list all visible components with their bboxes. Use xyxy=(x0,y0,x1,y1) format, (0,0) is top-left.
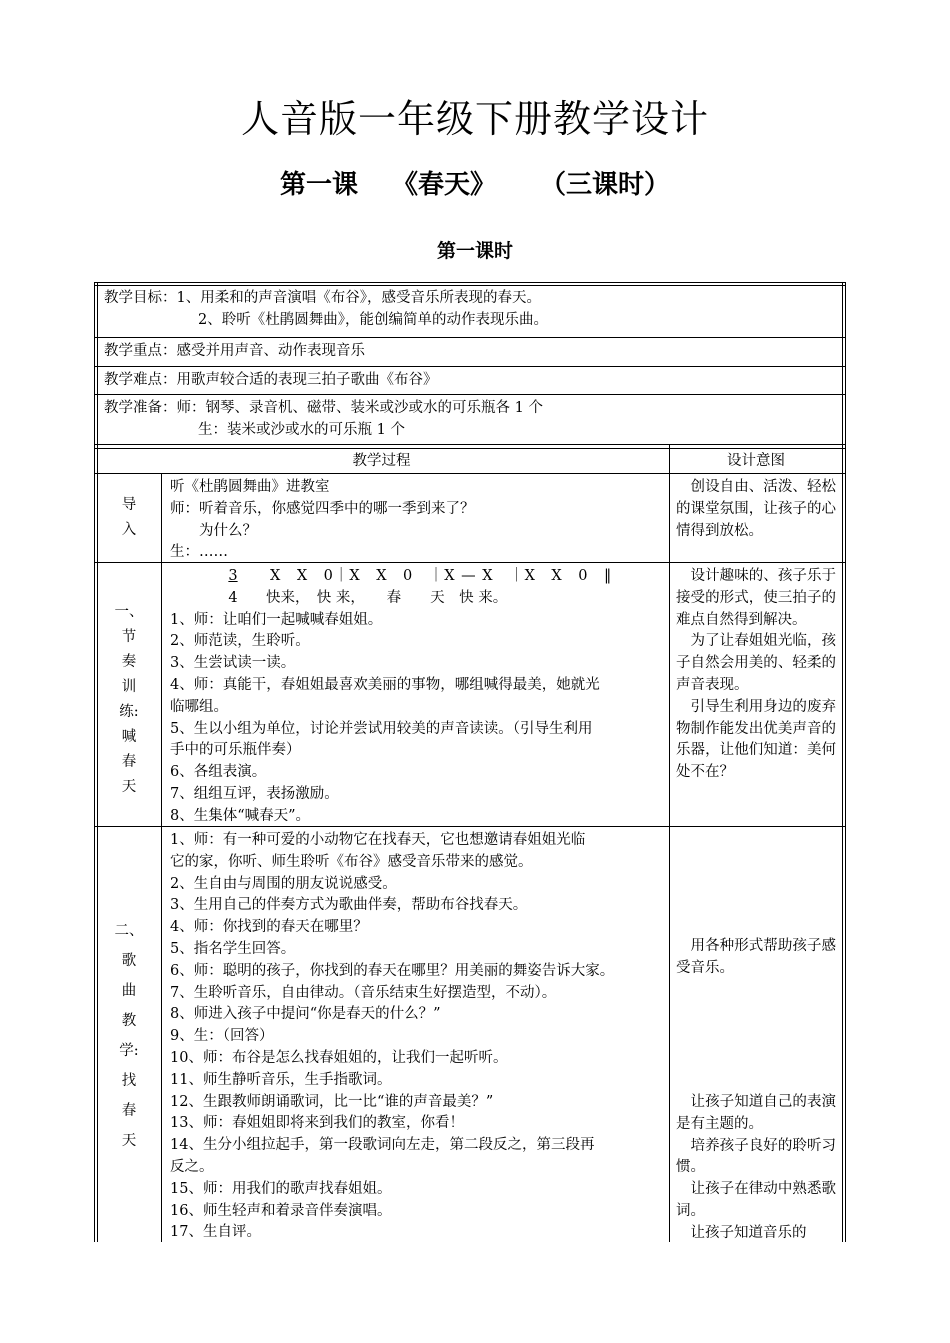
section-song-process: 1、师：有一种可爱的小动物它在找春天，它也想邀请春姐姐光临 它的家，你听、师生聆听《布谷》感受音乐带来的感觉。 2、生自由与周围的朋友说说感受。 3、生用自己的伴奏方式为歌曲伴奏，帮助布谷找春天。 4、师：你找到的春天在哪里？ 5、指名学生回答。 6、师：聪明的孩子，你找到的春天在哪里？用美丽的舞姿告诉大家。 7、生聆听音乐，自由律动。（音乐结束生好摆造型，不动）。 8、师进入孩子中提问“你是春天的什么？” 9、生：（回答） 10、师：布谷是怎么找春姐姐的，让我们一起听听。 11、师生静听音乐，生手指歌词。 12、生跟教师朗诵歌词，比一比“谁的声音最美？” 13、师：春姐姐即将来到我们的教室，你看！ 14、生分小组拉起手，第一段歌词向左走，第二段反之，第三段再 反之。 15、师：用我们的歌声找春姐姐。 16、师生轻声和着录音伴奏演唱。 17、生自评。 xyxy=(170,832,615,1240)
column-process: 教学过程 xyxy=(352,453,411,469)
teaching-key-point: 教学重点：感受并用声音、动作表现音乐 xyxy=(104,343,365,359)
rhythm-notation-row: 3 X X 0｜X X 0 ｜X — X ｜X X 0 ‖ xyxy=(228,568,613,584)
lesson-title xyxy=(0,164,950,201)
section-song-intent-b: 让孩子知道自己的表演是有主题的。 培养孩子良好的聆听习惯。 让孩子在律动中熟悉歌词。 让孩子知道音乐的 xyxy=(676,1094,836,1240)
prep-1: 教学准备：师：钢琴、录音机、磁带、装米或沙或水的可乐瓶各 1 个 xyxy=(104,400,543,416)
column-intent: 设计意图 xyxy=(727,453,785,469)
rhythm-words-row: 4 快来， 快 来， 春 天 快 来。 xyxy=(228,589,508,606)
teaching-goals xyxy=(104,288,834,332)
goal-1: 1、用柔和的声音演唱《布谷》，感受音乐所表现的春天。 xyxy=(176,290,541,306)
teaching-preparation xyxy=(104,398,834,442)
section-song-label: 二、 歌 曲 教 学: 找 春 天 xyxy=(114,923,144,1149)
lesson-number: 第一课 xyxy=(279,170,358,200)
teaching-difficulty: 教学难点：用歌声较合适的表现三拍子歌曲《布谷》 xyxy=(104,372,438,388)
document-title: 人音版一年级下册教学设计 xyxy=(240,97,709,141)
lesson-periods: （三课时） xyxy=(540,170,671,200)
section-intro-process: 听《杜鹃圆舞曲》进教室 师：听着音乐，你感觉四季中的哪一季到来了？ 为什么？ 生：…… xyxy=(170,479,475,561)
lesson-name: 《春天》 xyxy=(391,170,496,200)
section-rhythm-label: 一、 节 奏 训 练: 喊 春 天 xyxy=(114,604,144,795)
goal-2: 2、聆听《杜鹃圆舞曲》，能创编简单的动作表现乐曲。 xyxy=(198,311,548,328)
period-heading: 第一课时 xyxy=(436,240,513,262)
section-rhythm-intent: 设计趣味的、孩子乐于接受的形式，使三拍子的难点自然得到解决。 为了让春姐姐光临，孩子自然会用美的、轻柔的声音表现。 引导生利用身边的废弃物制作能发出优美声音的乐器，让他们知道：美何处不在？ xyxy=(676,568,836,781)
section-rhythm-process: 3 X X 0｜X X 0 ｜X — X ｜X X 0 ‖ 4 快来， 快 来， 春 天 快 来。 1、师：让咱们一起喊喊春姐姐。 2、师范读，生聆听。 3、生尝试读一读。 4、师：真能干，春姐姐最喜欢美丽的事物，哪组喊得最美，她就光 临哪组。 5、生以小组为单位，讨论并尝试用较美的声音读读。（引导生利用 手中的可乐瓶伴奏） 6、各组表演。 7、组组互评，表扬激励。 8、生集体“喊春天”。 xyxy=(170,566,664,828)
section-intro-label: 导 入 xyxy=(121,497,137,538)
goal-label: 教学目标： xyxy=(104,290,177,306)
lesson-plan-table xyxy=(94,282,846,1242)
section-intro-intent: 创设自由、活泼、轻松的课堂氛围，让孩子的心情得到放松。 xyxy=(676,479,836,539)
section-song-intent-a: 用各种形式帮助孩子感受音乐。 xyxy=(676,938,836,976)
prep-2: 生：装米或沙或水的可乐瓶 1 个 xyxy=(198,421,405,438)
